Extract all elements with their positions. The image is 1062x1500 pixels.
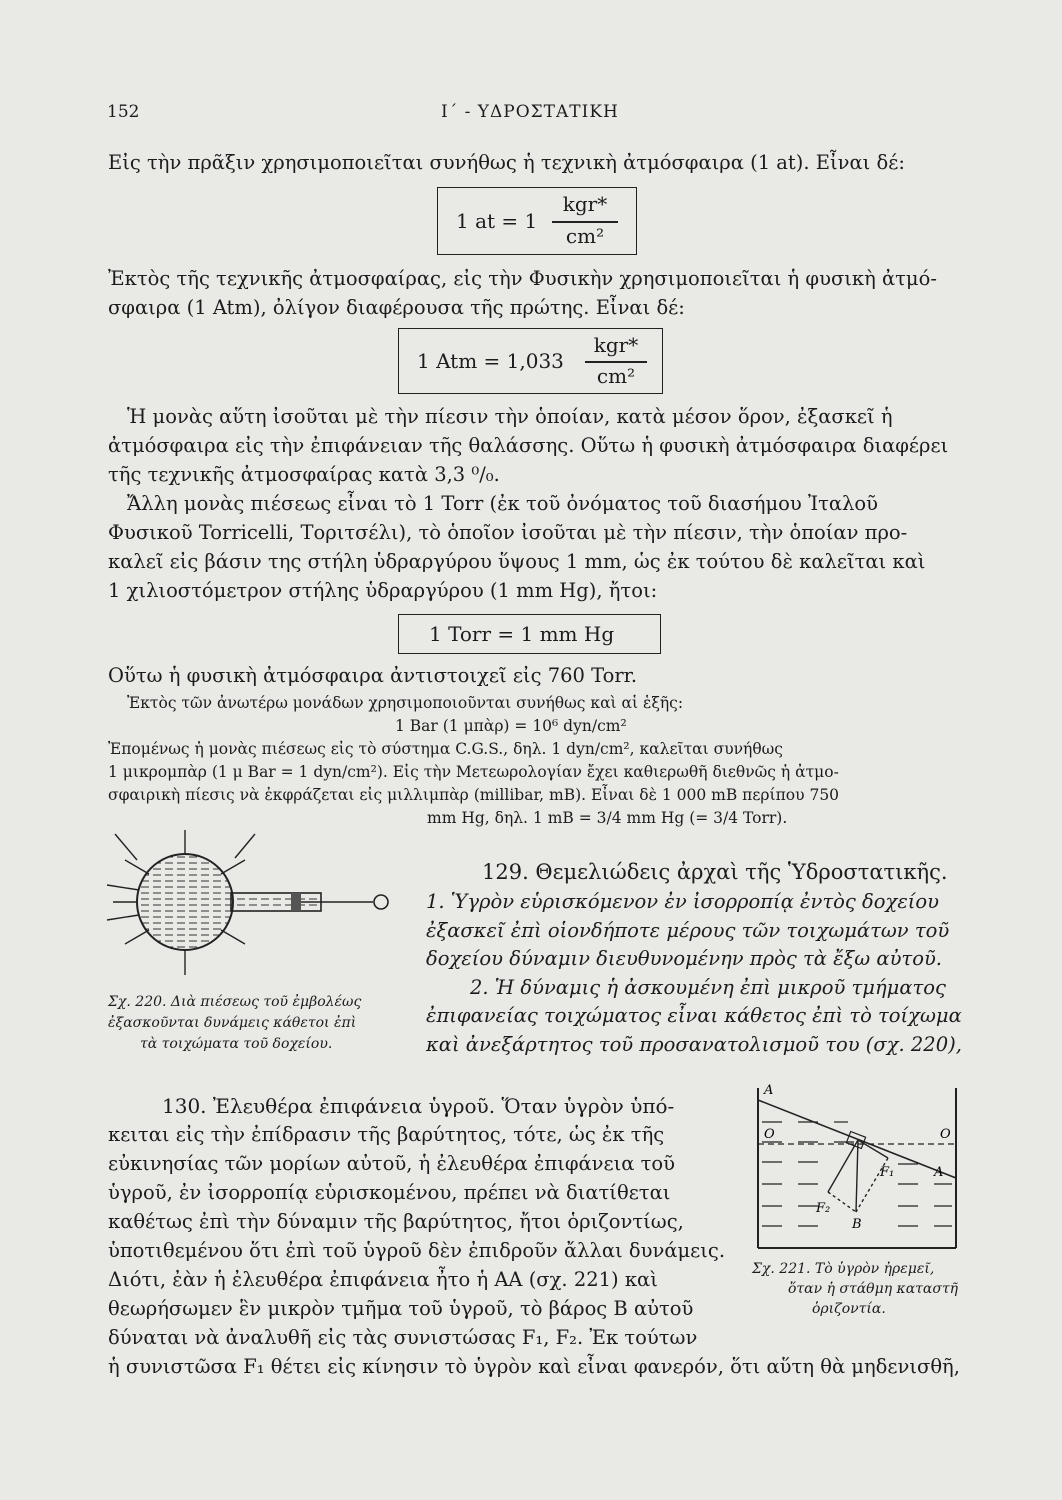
fraction-bar: [585, 361, 647, 363]
text-line: Ἐκτὸς τῆς τεχνικῆς ἀτμοσφαίρας, εἰς τὴν Φυσικὴν χρησιμοποιεῖται ἡ φυσικὴ ἀτμό-: [108, 267, 937, 290]
text-line: δοχείου δύναμιν διευθυνομένην πρὸς τὰ ἔξω αὐτοῦ.: [426, 947, 943, 970]
text-line: ἐξασκεῖ ἐπὶ οἱονδήποτε μέρους τῶν τοιχωμάτων τοῦ: [426, 919, 950, 942]
section-129-heading: 129. Θεμελιώδεις ἀρχαὶ τῆς Ὑδροστατικῆς.: [482, 860, 948, 884]
text-line: κειται εἰς τὴν ἐπίδρασιν τῆς βαρύτητος, τότε, ὡς ἐκ τῆς: [108, 1123, 665, 1146]
label-A-right: A: [934, 1165, 944, 1180]
section-130-heading: 130. Ἐλευθέρα ἐπιφάνεια ὑγροῦ. Ὅταν ὑγρὸν ὑπό-: [162, 1094, 675, 1118]
small-text-line: Ἐπομένως ἡ μονὰς πιέσεως εἰς τὸ σύστημα C.G.S., δηλ. 1 dyn/cm², καλεῖται συνήθως: [108, 740, 783, 758]
text-line: ὑγροῦ, ἐν ἰσορροπίᾳ εὑρισκομένου, πρέπει νὰ διατίθεται: [108, 1181, 671, 1204]
figure-220-sphere-piston: [105, 830, 405, 990]
equation-left: 1 Atm = 1,033: [417, 349, 564, 373]
running-title: Ι΄ - ΥΔΡΟΣΤΑΤΙΚΗ: [441, 102, 619, 122]
fig220-caption-line: ἐξασκοῦνται δυνάμεις κάθετοι ἐπὶ: [108, 1015, 357, 1031]
fig220-caption-line: Σχ. 220. Διὰ πιέσεως τοῦ ἐμβολέως: [108, 994, 362, 1010]
equation-denominator: cm²: [565, 224, 605, 248]
text-line: Διότι, ἐὰν ἡ ἐλευθέρα ἐπιφάνεια ἦτο ἡ ΑΑ (σχ. 221) καὶ: [108, 1268, 658, 1291]
text-line: Εἰς τὴν πρᾶξιν χρησιμοποιεῖται συνήθως ἡ τεχνικὴ ἀτμόσφαιρα (1 at). Εἶναι δέ:: [108, 151, 905, 174]
label-B: B: [852, 1217, 862, 1232]
small-text-line: 1 Bar (1 μπὰρ) = 10⁶ dyn/cm²: [395, 717, 627, 735]
text-line: ἐπιφανείας τοιχώματος εἶναι κάθετος ἐπὶ τὸ τοίχωμα: [426, 1004, 962, 1027]
text-line: θεωρήσωμεν ἓν μικρὸν τμῆμα τοῦ ὑγροῦ, τὸ βάρος Β αὐτοῦ: [108, 1297, 694, 1320]
fig221-caption-line: ὅταν ἡ στάθμη καταστῆ: [788, 1281, 959, 1297]
text-line: δύναται νὰ ἀναλυθῆ εἰς τὰς συνιστώσας F₁, F₂. Ἐκ τούτων: [108, 1326, 698, 1349]
small-text-line: mm Hg, δηλ. 1 mB = 3/4 mm Hg (= 3/4 Torr).: [427, 809, 788, 827]
label-A-top: A: [764, 1083, 774, 1098]
text-line: 1 χιλιοστόμετρον στήλης ὑδραργύρου (1 mm Hg), ἤτοι:: [108, 579, 658, 602]
label-O-right: O: [940, 1127, 951, 1142]
text-line: Ἡ μονὰς αὕτη ἰσοῦται μὲ τὴν πίεσιν τὴν ὁποίαν, κατὰ μέσον ὅρον, ἐξασκεῖ ἡ: [127, 405, 893, 428]
fig221-caption-line: ὁριζοντία.: [812, 1301, 886, 1317]
text-line: ἀτμόσφαιρα εἰς τὴν ἐπιφάνειαν τῆς θαλάσσης. Οὕτω ἡ φυσικὴ ἀτμόσφαιρα διαφέρει: [108, 434, 949, 457]
text-line: εὐκινησίας τῶν μορίων αὐτοῦ, ἡ ἐλευθέρα ἐπιφάνεια τοῦ: [108, 1152, 676, 1175]
text-line: ὑποτιθεμένου ὅτι ἐπὶ τοῦ ὑγροῦ δὲν ἐπιδροῦν ἄλλαι δυνάμεις.: [108, 1239, 726, 1262]
text-line: τῆς τεχνικῆς ἀτμοσφαίρας κατὰ 3,3 ⁰/₀.: [108, 463, 500, 486]
equation-numerator: kgr*: [593, 333, 639, 357]
equation-box-atm: [398, 328, 663, 394]
label-F1: F₁: [880, 1165, 895, 1180]
equation-denominator: cm²: [596, 364, 636, 388]
label-O-left: O: [764, 1127, 775, 1142]
figure-221-liquid-vessel: [748, 1082, 966, 1258]
text-line: 1. Ὑγρὸν εὑρισκόμενον ἐν ἰσορροπίᾳ ἐντὸς δοχείου: [426, 890, 940, 913]
text-line: καλεῖ εἰς βάσιν της στήλη ὑδραργύρου ὕψους 1 mm, ὡς ἐκ τούτου δὲ καλεῖται καὶ: [108, 550, 926, 573]
text-line: καθέτως ἐπὶ τὴν δύναμιν τῆς βαρύτητος, ἤτοι ὁριζοντίως,: [108, 1210, 684, 1233]
small-text-line: 1 μικρομπὰρ (1 μ Bar = 1 dyn/cm²). Εἰς τὴν Μετεωρολογίαν ἔχει καθιερωθῆ διεθνῶς ἡ ἀτμο-: [108, 763, 839, 781]
equation-box-torr: [398, 614, 661, 654]
text-line: ἡ συνιστῶσα F₁ θέτει εἰς κίνησιν τὸ ὑγρὸν καὶ εἶναι φανερόν, ὅτι αὕτη θὰ μηδενισθῆ,: [108, 1355, 960, 1378]
equation-left: 1 at = 1: [456, 209, 538, 233]
fig220-caption-line: τὰ τοιχώματα τοῦ δοχείου.: [140, 1036, 333, 1052]
text-line: σφαιρα (1 Atm), ὀλίγον διαφέρουσα τῆς πρώτης. Εἶναι δέ:: [108, 296, 685, 319]
fraction-bar: [552, 221, 618, 223]
text-line: Φυσικοῦ Torricelli, Τοριτσέλι), τὸ ὁποῖον ἰσοῦται μὲ τὴν πίεσιν, τὴν ὁποίαν προ-: [108, 521, 908, 544]
text-line: 2. Ἡ δύναμις ἡ ἀσκουμένη ἐπὶ μικροῦ τμήματος: [470, 976, 946, 999]
fig221-caption-line: Σχ. 221. Τὸ ὑγρὸν ἠρεμεῖ,: [752, 1261, 935, 1277]
equation-box-at: [437, 187, 637, 255]
equation-numerator: kgr*: [562, 192, 608, 216]
text-line: Οὕτω ἡ φυσικὴ ἀτμόσφαιρα ἀντιστοιχεῖ εἰς 760 Torr.: [108, 664, 638, 687]
label-F2: F₂: [816, 1201, 831, 1216]
text-line: καὶ ἀνεξάρτητος τοῦ προσανατολισμοῦ του (σχ. 220),: [426, 1033, 962, 1056]
small-text-line: σφαιρικὴ πίεσις νὰ ἐκφράζεται εἰς μιλλιμπὰρ (millibar, mB). Εἶναι δὲ 1 000 mB περίπου 750: [108, 786, 840, 804]
text-line: Ἄλλη μονὰς πιέσεως εἶναι τὸ 1 Torr (ἐκ τοῦ ὀνόματος τοῦ διασήμου Ἰταλοῦ: [127, 492, 879, 515]
small-text-line: Ἐκτὸς τῶν ἀνωτέρω μονάδων χρησιμοποιοῦνται συνήθως καὶ αἱ ἑξῆς:: [127, 694, 684, 712]
equation-torr: 1 Torr = 1 mm Hg: [429, 622, 615, 646]
page-number: 152: [107, 102, 140, 122]
